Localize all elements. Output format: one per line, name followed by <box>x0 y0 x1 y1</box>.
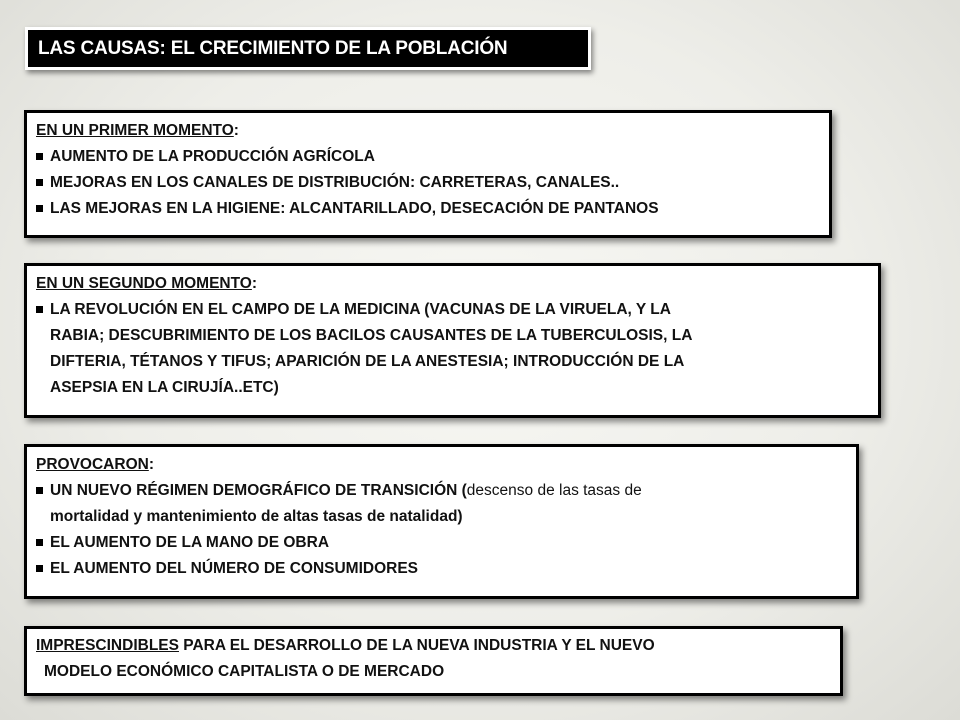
list-item: EL AUMENTO DEL NÚMERO DE CONSUMIDORES <box>36 556 848 582</box>
first-moment-list <box>36 144 821 222</box>
square-bullet-icon <box>36 153 43 160</box>
second-moment-heading: EN UN SEGUNDO MOMENTO: <box>36 275 258 292</box>
list-item: UN NUEVO RÉGIMEN DEMOGRÁFICO DE TRANSICIÓN (descenso de las tasas de mortalidad y mantenimiento de altas tasas de natalidad) <box>36 478 848 530</box>
essential-line-2: MODELO ECONÓMICO CAPITALISTA O DE MERCADO <box>44 663 445 680</box>
list-item: MEJORAS EN LOS CANALES DE DISTRIBUCIÓN: CARRETERAS, CANALES.. <box>36 170 821 196</box>
first-moment-box <box>24 110 832 238</box>
consequences-box <box>24 444 859 599</box>
list-item: LAS MEJORAS EN LA HIGIENE: ALCANTARILLADO, DESECACIÓN DE PANTANOS <box>36 196 821 222</box>
square-bullet-icon <box>36 179 43 186</box>
essential-line-1: IMPRESCINDIBLES PARA EL DESARROLLO DE LA NUEVA INDUSTRIA Y EL NUEVO <box>36 637 655 654</box>
list-item: AUMENTO DE LA PRODUCCIÓN AGRÍCOLA <box>36 144 821 170</box>
square-bullet-icon <box>36 205 43 212</box>
first-moment-heading: EN UN PRIMER MOMENTO: <box>36 122 239 139</box>
list-item: LA REVOLUCIÓN EN EL CAMPO DE LA MEDICINA (VACUNAS DE LA VIRUELA, Y LA RABIA; DESCUBRIMIENTO DE LOS BACILOS CAUSANTES DE LA TUBERCULOSIS, LA DIFTERIA, TÉTANOS Y TIFUS; APARICIÓN DE LA ANESTESIA; INTRODUCCIÓN DE LA ASEPSIA EN LA CIRUJÍA..ETC) <box>36 297 870 401</box>
second-moment-box <box>24 263 881 418</box>
second-moment-list <box>36 297 870 401</box>
square-bullet-icon <box>36 306 43 313</box>
slide-title: LAS CAUSAS: EL CRECIMIENTO DE LA POBLACIÓN <box>25 27 591 70</box>
square-bullet-icon <box>36 565 43 572</box>
consequences-list <box>36 478 848 582</box>
essential-box <box>24 626 843 696</box>
square-bullet-icon <box>36 539 43 546</box>
consequences-heading: PROVOCARON: <box>36 456 154 473</box>
list-item: EL AUMENTO DE LA MANO DE OBRA <box>36 530 848 556</box>
square-bullet-icon <box>36 487 43 494</box>
